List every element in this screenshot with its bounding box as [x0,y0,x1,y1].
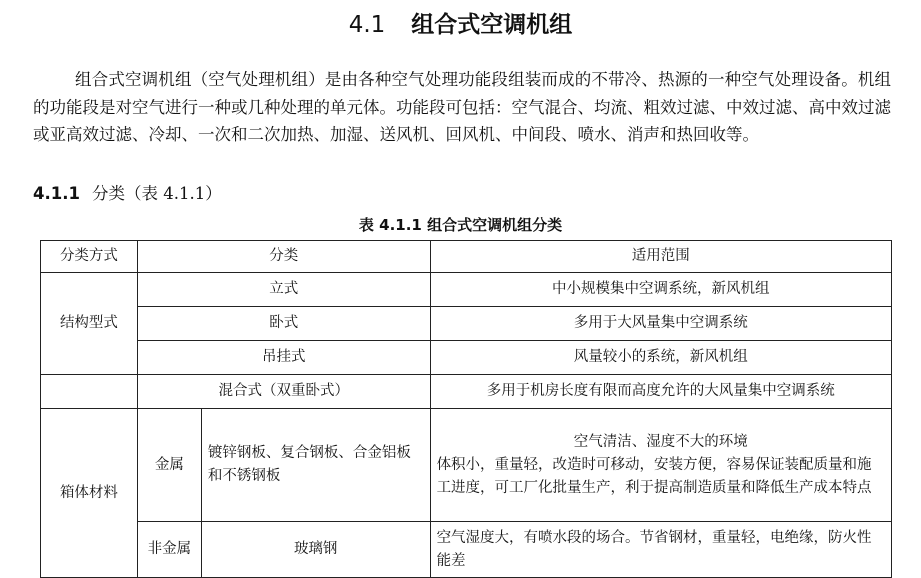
structure-type: 混合式（双重卧式） [137,375,430,409]
metal-detail: 镀锌钢板、复合钢板、合金铝板和不锈钢板 [201,409,430,522]
structure-label: 结构型式 [41,273,138,375]
header-type: 分类 [137,241,430,273]
structure-type: 立式 [137,273,430,307]
metal-label: 金属 [137,409,201,522]
table-row [41,409,892,522]
table-row [41,341,892,375]
section-title-text: 组合式空调机组 [411,12,573,38]
table-header-row [41,241,892,273]
table-caption: 表 4.1.1 组合式空调机组分类 [358,216,563,234]
nonmetal-label: 非金属 [137,522,201,578]
material-label: 箱体材料 [41,409,138,578]
structure-scope: 多用于大风量集中空调系统 [430,307,891,341]
subsection-title: 分类（表 4.1.1） [91,184,222,203]
nonmetal-scope: 空气湿度大，有喷水段的场合。节省钢材，重量轻，电绝缘，防火性能差 [430,522,891,578]
metal-scope [430,409,891,522]
structure-scope: 多用于机房长度有限而高度允许的大风量集中空调系统 [430,375,891,409]
header-scope: 适用范围 [430,241,891,273]
intro-paragraph: 组合式空调机组（空气处理机组）是由各种空气处理功能段组装而成的不带冷、热源的一种空气处理设备。机组的功能段是对空气进行一种或几种处理的单元体。功能段可包括：空气混合、均流、粗效过滤、中效过滤、高中效过滤或亚高效过滤、冷却、一次和二次加热、加湿、送风机、回风机、中间段、喷水、消声和热回收等。 [33,70,891,144]
section-title [0,6,921,39]
subsection-number: 4.1.1 [33,184,80,203]
structure-scope: 中小规模集中空调系统，新风机组 [430,273,891,307]
subsection-heading [33,180,222,204]
section-number: 4.1 [348,12,386,38]
structure-scope: 风量较小的系统，新风机组 [430,341,891,375]
table-row [41,375,892,409]
header-method: 分类方式 [41,241,138,273]
nonmetal-detail: 玻璃钢 [201,522,430,578]
classification-table [40,240,892,578]
table-row [41,307,892,341]
structure-mixed-empty [41,375,138,409]
structure-type: 吊挂式 [137,341,430,375]
table-row [41,522,892,578]
table-row [41,273,892,307]
metal-scope-rest: 体积小，重量轻，改造时可移动，安装方便，容易保证装配质量和施工进度，可工厂化批量生产，利于提高制造质量和降低生产成本特点 [436,456,872,496]
structure-type: 卧式 [137,307,430,341]
metal-scope-line1: 空气清洁、湿度不大的环境 [573,433,748,450]
